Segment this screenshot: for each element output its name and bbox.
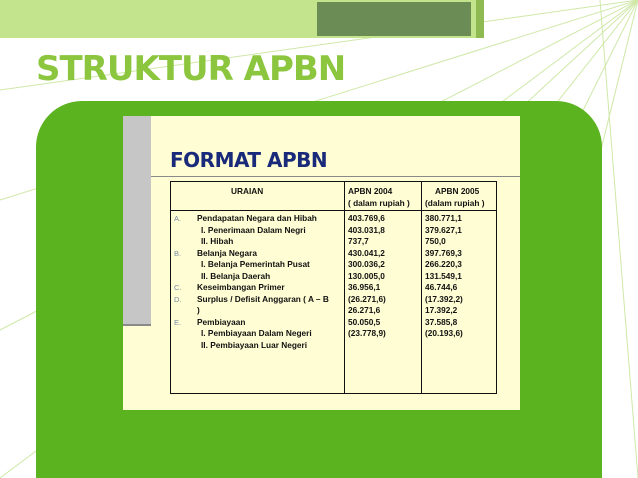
value-2005: 17.392,2 [425, 305, 458, 315]
value-2004: 26.271,6 [348, 305, 381, 315]
item-label: II. Pembiayaan Luar Negeri [201, 339, 308, 350]
item-label: ) [197, 305, 200, 315]
table-header-rule [171, 210, 496, 211]
value-2004: 130.005,0 [348, 270, 385, 281]
value-2004: 36.956,1 [348, 282, 381, 292]
slide-side-tick [123, 324, 151, 326]
section-letter: B. [174, 248, 182, 258]
section-letter: A. [174, 214, 182, 223]
value-2005: 266.220,3 [425, 259, 462, 269]
item-label: II. Hibah [201, 236, 234, 246]
value-2005: 750,0 [425, 236, 446, 246]
slide-side-bar [123, 116, 151, 326]
value-2005: 46.744,6 [425, 282, 458, 292]
page-title: STRUKTUR APBN [36, 49, 346, 89]
item-label: Keseimbangan Primer [197, 282, 285, 292]
value-2005: 379.627,1 [425, 224, 462, 235]
value-2005: 37.585,8 [425, 316, 458, 327]
value-2005: (17.392,2) [425, 293, 463, 304]
value-2005: 397.769,3 [425, 247, 462, 258]
top-decor-strip [476, 0, 484, 38]
value-2005: (20.193,6) [425, 328, 463, 338]
slide-title-rule [151, 176, 520, 177]
embedded-slide [123, 116, 520, 410]
header-2004-line2: ( dalam rupiah ) [348, 198, 410, 208]
item-label: Pendapatan Negara dan Hibah [197, 213, 317, 223]
value-2004: 50.050,5 [348, 316, 381, 327]
value-2004: (23.778,9) [348, 328, 386, 338]
value-2005: 380.771,1 [425, 213, 462, 223]
item-label: I. Belanja Pemerintah Pusat [201, 259, 310, 269]
item-label: Belanja Negara [197, 247, 257, 258]
top-decor-square [315, 0, 473, 38]
header-2005-line1: APBN 2005 [435, 186, 480, 196]
value-2004: 430.041,2 [348, 247, 385, 258]
value-2004: 403.031,8 [348, 224, 385, 235]
header-uraian: URAIAN [231, 186, 264, 196]
slide-title: FORMAT APBN [170, 148, 328, 172]
value-2004: (26.271,6) [348, 293, 386, 304]
section-letter: E. [174, 317, 182, 327]
value-2004: 300.036,2 [348, 259, 385, 269]
apbn-table [170, 181, 497, 394]
value-2005: 131.549,1 [425, 270, 462, 281]
item-label: II. Belanja Daerah [201, 270, 271, 281]
item-label: I. Penerimaan Dalam Negri [201, 224, 306, 235]
table-divider [344, 182, 345, 393]
item-label: Surplus / Defisit Anggaran ( A – B [197, 293, 329, 304]
table-divider [421, 182, 422, 393]
header-2005-line2: (dalam rupiah ) [425, 198, 485, 208]
item-label: Pembiayaan [197, 316, 246, 327]
item-label: I. Pembiayaan Dalam Negeri [201, 328, 312, 338]
value-2004: 403.769,6 [348, 213, 385, 223]
section-letter: C. [174, 283, 182, 292]
section-letter: D. [174, 294, 182, 304]
header-2004-line1: APBN 2004 [348, 186, 393, 196]
value-2004: 737,7 [348, 236, 369, 246]
